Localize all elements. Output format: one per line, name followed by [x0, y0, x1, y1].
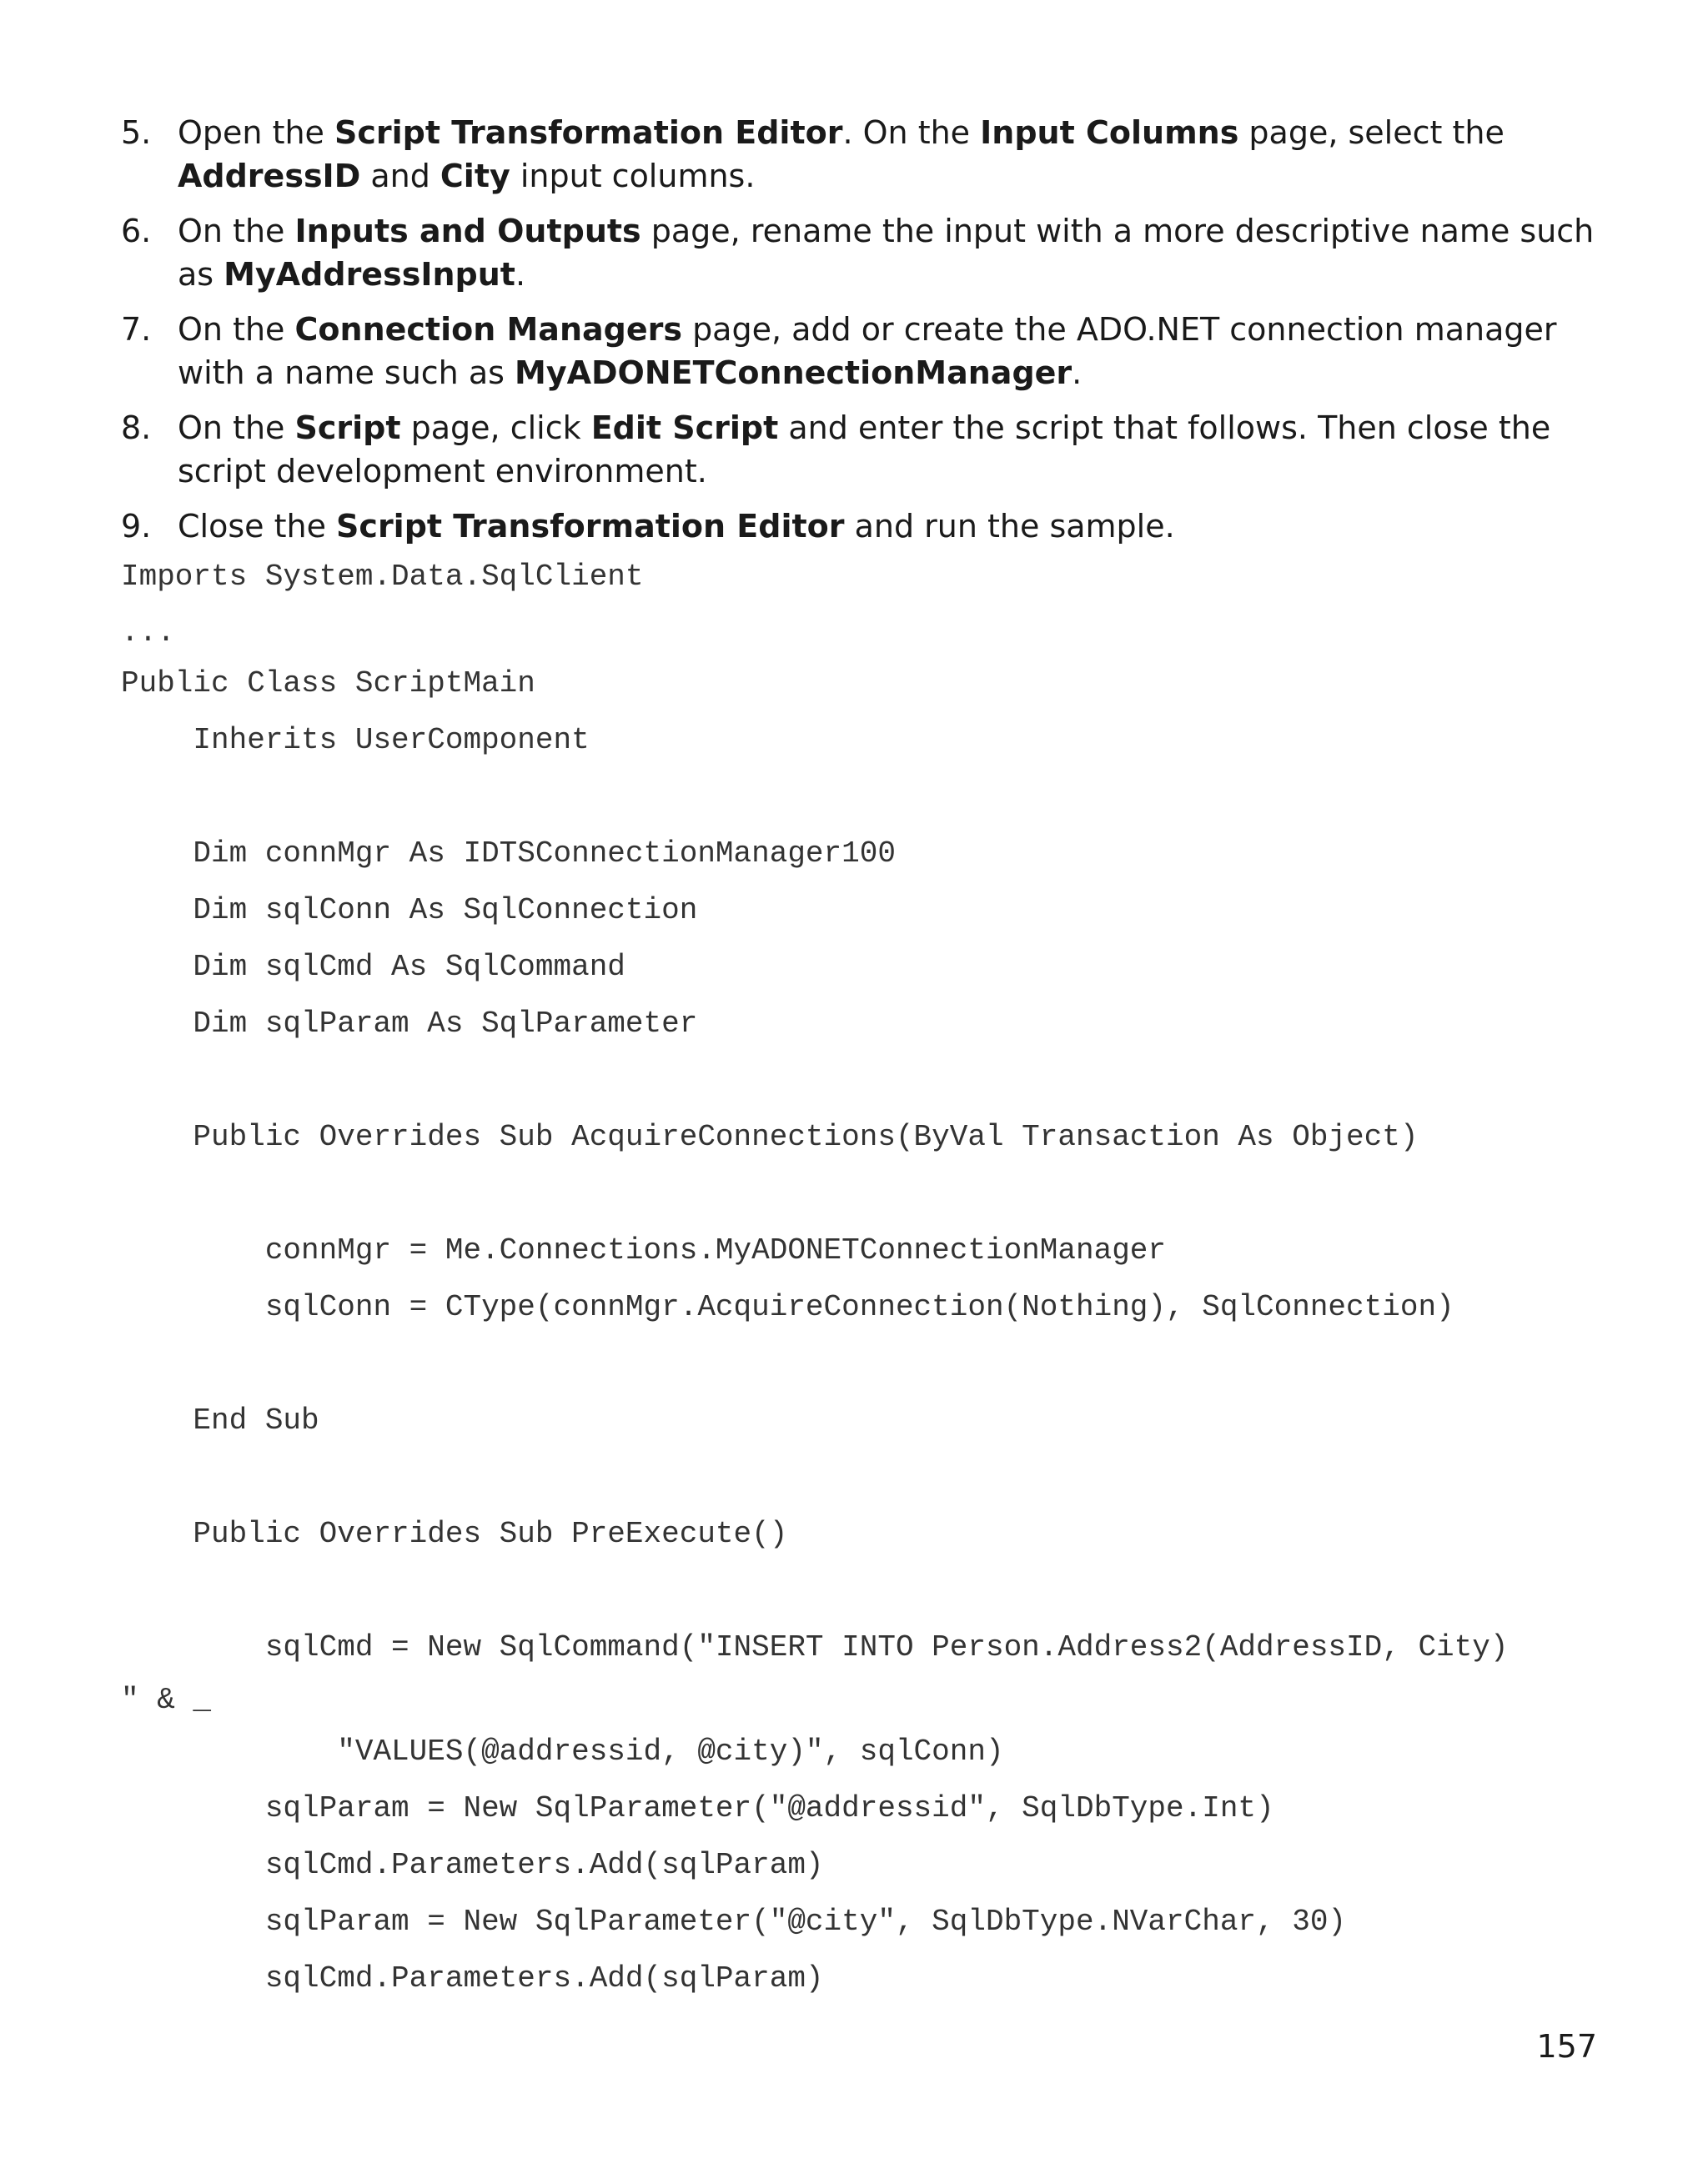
page-number: 157: [1536, 2028, 1597, 2065]
code-line: Public Class ScriptMain: [121, 666, 535, 700]
step-text: Close the: [178, 508, 337, 545]
step-bold-text: AddressID: [178, 158, 361, 194]
code-line: Dim sqlConn As SqlConnection: [121, 893, 698, 927]
step-text: and run the sample.: [844, 508, 1175, 545]
step-text: input columns.: [510, 158, 756, 194]
code-line: " & _: [121, 1683, 212, 1717]
code-line: sqlCmd = New SqlCommand("INSERT INTO Person.Address2(AddressID, City): [121, 1630, 1509, 1664]
code-line: Inherits UserComponent: [121, 723, 590, 757]
step-bold-text: MyAddressInput: [224, 256, 515, 293]
step-text: On the: [178, 311, 295, 348]
code-line: "VALUES(@addressid, @city)", sqlConn): [121, 1735, 1004, 1769]
code-line: Public Overrides Sub PreExecute(): [121, 1517, 788, 1551]
step-text: and: [360, 158, 440, 194]
step-item: [121, 308, 1597, 394]
code-line: connMgr = Me.Connections.MyADONETConnectionManager: [121, 1233, 1167, 1268]
code-line: sqlCmd.Parameters.Add(sqlParam): [121, 1961, 824, 1996]
step-text: On the: [178, 409, 295, 446]
step-text: page, click: [400, 409, 591, 446]
code-line: sqlParam = New SqlParameter("@addressid", SqlDbType.Int): [121, 1791, 1274, 1825]
code-line: sqlParam = New SqlParameter("@city", SqlDbType.NVarChar, 30): [121, 1905, 1347, 1939]
step-text: . On the: [842, 114, 981, 151]
step-text: .: [1072, 354, 1083, 391]
code-line: sqlCmd.Parameters.Add(sqlParam): [121, 1848, 824, 1882]
code-line: Public Overrides Sub AcquireConnections(ByVal Transaction As Object): [121, 1120, 1419, 1154]
step-item: [121, 505, 1597, 548]
step-bold-text: Script Transformation Editor: [336, 508, 845, 545]
step-text: .: [515, 256, 526, 293]
step-bold-text: Input Columns: [980, 114, 1239, 151]
code-line: ...: [121, 615, 175, 650]
step-text: and enter the script that follows. Then close the script development environment.: [178, 409, 1551, 490]
code-line: End Sub: [121, 1403, 319, 1438]
step-item: [121, 209, 1597, 296]
step-text: Open the: [178, 114, 335, 151]
code-line: sqlConn = CType(connMgr.AcquireConnection(Nothing), SqlConnection): [121, 1290, 1454, 1324]
step-bold-text: Script Transformation Editor: [334, 114, 843, 151]
step-bold-text: MyADONETConnectionManager: [515, 354, 1073, 391]
instruction-steps: [121, 111, 1597, 560]
code-line: Dim sqlCmd As SqlCommand: [121, 950, 625, 984]
step-bold-text: Inputs and Outputs: [294, 213, 641, 249]
step-text: page, select the: [1238, 114, 1505, 151]
step-number: 6.: [121, 213, 152, 249]
step-number: 9.: [121, 508, 152, 545]
step-number: 5.: [121, 114, 152, 151]
step-text: page, rename the input with a more descriptive name such as: [178, 213, 1595, 293]
step-bold-text: Script: [294, 409, 401, 446]
step-item: [121, 111, 1597, 198]
step-text: On the: [178, 213, 295, 249]
step-bold-text: City: [440, 158, 510, 194]
code-line: Dim connMgr As IDTSConnectionManager100: [121, 836, 896, 871]
step-text: page, add or create the ADO.NET connection manager with a name such as: [178, 311, 1557, 391]
step-bold-text: Connection Managers: [294, 311, 682, 348]
step-bold-text: Edit Script: [590, 409, 779, 446]
step-number: 7.: [121, 311, 152, 348]
code-line: Dim sqlParam As SqlParameter: [121, 1007, 698, 1041]
code-line: Imports System.Data.SqlClient: [121, 560, 644, 594]
step-number: 8.: [121, 409, 152, 446]
step-item: [121, 406, 1597, 493]
